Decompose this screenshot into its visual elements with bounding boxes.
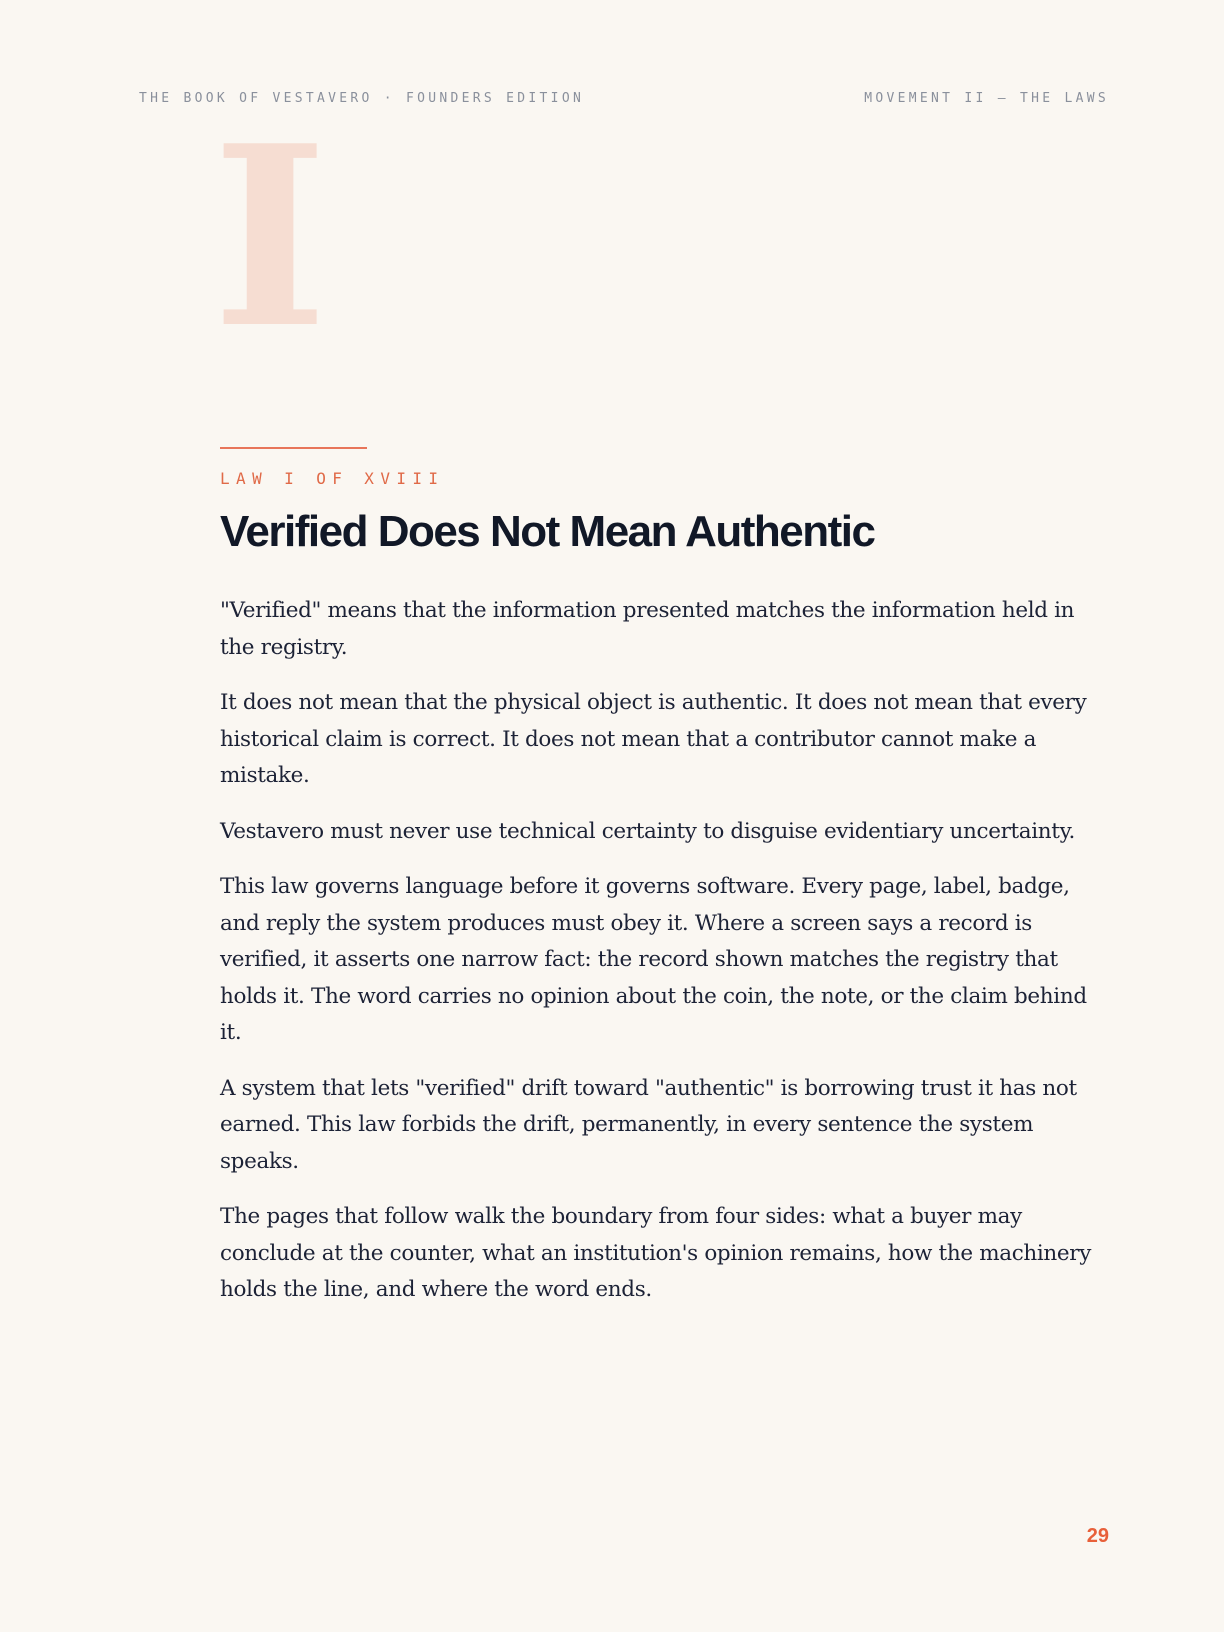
law-label: LAW I OF XVIII (220, 469, 445, 488)
body-paragraph: It does not mean that the physical object is authentic. It does not mean that every historical claim is correct. It does not mean that a contributor cannot make a mistake. (220, 690, 1087, 788)
running-head-book-title: THE BOOK OF VESTAVERO · FOUNDERS EDITION (139, 91, 585, 106)
body-paragraph: The pages that follow walk the boundary from four sides: what a buyer may conclude at the counter, what an institution's opinion remains, how the machinery holds the line, and where the word ends. (220, 1204, 1092, 1302)
body-paragraph: "Verified" means that the information presented matches the information held in the registry. (220, 598, 1075, 660)
law-title: Verified Does Not Mean Authentic (220, 507, 875, 556)
law-body (220, 593, 1114, 1328)
body-paragraph: Vestavero must never use technical certainty to disguise evidentiary uncertainty. (220, 818, 1075, 844)
accent-rule (220, 447, 367, 449)
running-head-section: MOVEMENT II — THE LAWS (864, 91, 1109, 106)
body-paragraph: A system that lets "verified" drift toward "authentic" is borrowing trust it has not earned. This law forbids the drift, permanently, in every sentence the system speaks. (220, 1075, 1077, 1174)
law-numeral: I (212, 92, 329, 383)
page-number: 29 (1086, 1525, 1109, 1547)
body-paragraph: This law governs language before it governs software. Every page, label, badge, and reply the system produces must obey it. Where a screen says a record is verified, it asserts one narrow fact: the record shown matches the registry that holds it. The word carries no opinion about the coin, the note, or the claim behind it. (220, 874, 1087, 1045)
